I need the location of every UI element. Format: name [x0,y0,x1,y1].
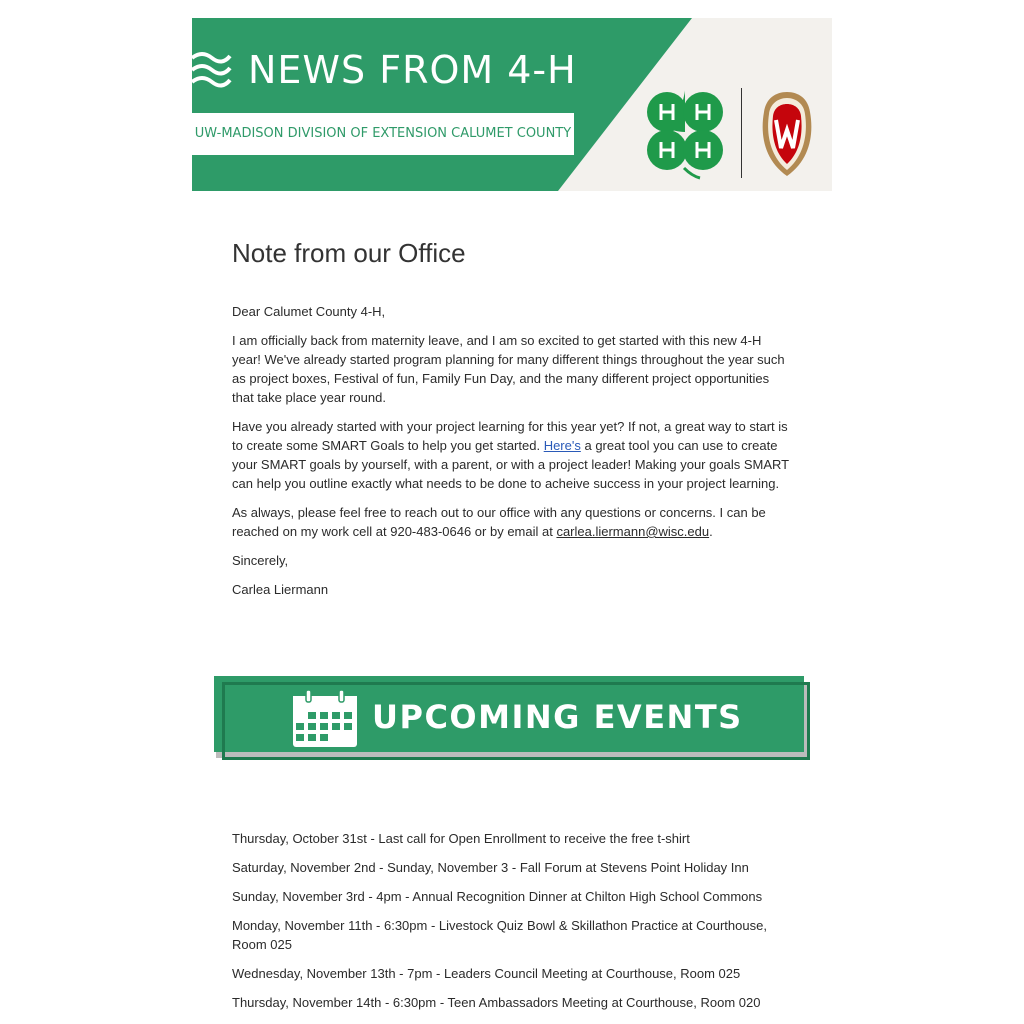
uw-crest-icon [758,90,816,178]
note-paragraph-3-text: As always, please feel free to reach out to our office with any questions or concerns. I can be reached on my work cell at 920-483-0646 or by email at [232,505,766,539]
smart-goals-link[interactable]: Here's [543,438,581,453]
waves-icon [192,50,232,92]
upcoming-events-title: UPCOMING EVENTS [372,698,743,736]
note-closing: Sincerely, [232,553,289,568]
note-paragraph-2-text: Have you already started with your project learning for this year yet? If not, a great way to start is to create some SMART Goals to help you get started. [232,419,788,453]
logo-divider [741,88,742,178]
event-item: Monday, November 11th - 6:30pm - Livestock Quiz Bowl & Skillathon Practice at Courthouse, Room 025 [232,918,767,952]
note-signature: Carlea Liermann [232,582,329,597]
email-link[interactable]: carlea.liermann@wisc.edu [556,524,710,539]
event-item: Wednesday, November 13th - 7pm - Leaders Council Meeting at Courthouse, Room 025 [232,966,741,981]
banner-green-shape [192,18,832,191]
note-paragraph-3-end: . [709,524,713,539]
event-item: Thursday, October 31st - Last call for Open Enrollment to receive the free t-shirt [232,831,690,846]
note-title: Note from our Office [232,238,466,268]
note-paragraph-2 [232,417,792,493]
events-list [232,829,792,1022]
note-paragraph-1: I am officially back from maternity leave, and I am so excited to get started with this new 4-H year! We've already started program planning for many different things throughout the year such as project boxes, Festival of fun, Family Fun Day, and the many different project opportunities that take place year round. [232,333,785,405]
event-item: Saturday, November 2nd - Sunday, November 3 - Fall Forum at Stevens Point Holiday Inn [232,860,749,875]
event-item: Sunday, November 3rd - 4pm - Annual Recognition Dinner at Chilton High School Commons [232,889,763,904]
banner-title: NEWS FROM 4-H [248,48,577,92]
4h-clover-icon [640,88,730,180]
upcoming-events-banner [212,674,816,766]
note-paragraph-2-rest: a great tool you can use to create your SMART goals by yourself, with a parent, or with a project leader! Making your goals SMART can help you outline exactly what needs to be done to acheive success in your project learning. [232,438,789,491]
note-paragraph-3 [232,503,792,541]
event-item: Thursday, November 14th - 6:30pm - Teen Ambassadors Meeting at Courthouse, Room 020 [232,995,761,1010]
note-greeting: Dear Calumet County 4-H, [232,304,386,319]
header-banner [192,18,832,191]
banner-subtitle: UW-MADISON DIVISION OF EXTENSION CALUMET COUNTY [192,113,574,155]
calendar-icon [292,688,358,748]
note-body [232,302,792,609]
